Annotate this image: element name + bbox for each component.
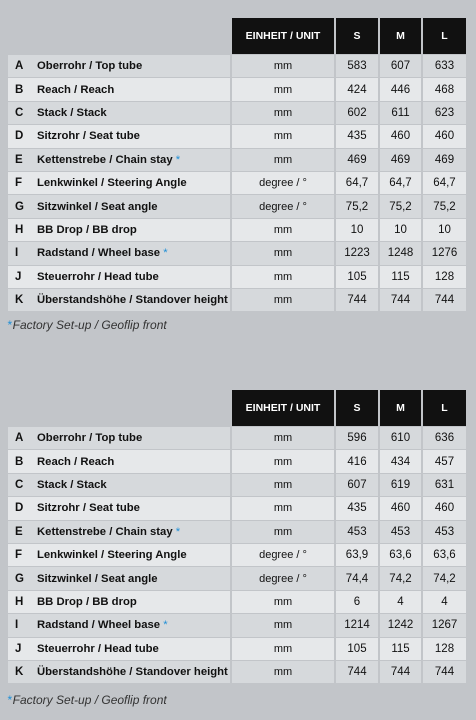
row-letter: E	[8, 520, 33, 543]
row-value-m: 744	[379, 660, 422, 683]
row-value-s: 453	[335, 520, 379, 543]
measurement-label: Oberrohr / Top tube	[37, 432, 143, 445]
table-row	[8, 265, 466, 288]
table-row	[8, 450, 466, 473]
row-measurement-name	[33, 148, 231, 171]
table-row	[8, 590, 466, 613]
row-value-s: 435	[335, 125, 379, 148]
row-letter: B	[8, 450, 33, 473]
row-measurement-name	[33, 265, 231, 288]
table-row	[8, 614, 466, 637]
row-value-s: 744	[335, 660, 379, 683]
row-letter: B	[8, 78, 33, 101]
header-size-m: M	[379, 390, 422, 427]
row-value-m: 619	[379, 473, 422, 496]
measurement-footnote-star: *	[163, 247, 168, 260]
header-blank	[8, 390, 231, 427]
row-value-s: 1214	[335, 614, 379, 637]
row-letter: F	[8, 171, 33, 194]
header-size-s: S	[335, 18, 379, 55]
row-value-l: 128	[422, 265, 466, 288]
measurement-label: Überstandshöhe / Standover height	[37, 666, 228, 679]
measurement-footnote-star: *	[163, 619, 168, 632]
measurement-label: Lenkwinkel / Steering Angle	[37, 177, 187, 190]
measurement-label: Sitzwinkel / Seat angle	[37, 572, 158, 585]
row-value-s: 105	[335, 265, 379, 288]
measurement-label: Radstand / Wheel base	[37, 247, 161, 260]
row-value-l: 460	[422, 497, 466, 520]
footnote-2	[7, 693, 167, 707]
header-blank	[8, 18, 231, 55]
table-row	[8, 567, 466, 590]
row-value-m: 115	[379, 637, 422, 660]
row-value-s: 64,7	[335, 171, 379, 194]
row-unit: mm	[231, 242, 335, 265]
table-row	[8, 520, 466, 543]
row-measurement-name	[33, 78, 231, 101]
footnote-star: *	[7, 318, 12, 332]
header-size-l: L	[422, 390, 466, 427]
row-value-m: 610	[379, 427, 422, 450]
measurement-label: Radstand / Wheel base	[37, 619, 161, 632]
table-header-row	[8, 390, 466, 427]
table-row	[8, 637, 466, 660]
row-unit: mm	[231, 614, 335, 637]
row-value-m: 74,2	[379, 567, 422, 590]
row-measurement-name	[33, 171, 231, 194]
row-measurement-name	[33, 450, 231, 473]
row-value-l: 623	[422, 101, 466, 124]
row-value-m: 453	[379, 520, 422, 543]
table-row	[8, 660, 466, 683]
table-row	[8, 427, 466, 450]
row-value-s: 416	[335, 450, 379, 473]
row-measurement-name	[33, 288, 231, 311]
measurement-footnote-star: *	[175, 153, 181, 166]
measurement-label: Steuerrohr / Head tube	[37, 642, 159, 655]
row-value-s: 596	[335, 427, 379, 450]
row-value-s: 435	[335, 497, 379, 520]
row-value-s: 6	[335, 590, 379, 613]
row-unit: mm	[231, 125, 335, 148]
row-value-l: 460	[422, 125, 466, 148]
row-value-s: 1223	[335, 242, 379, 265]
row-value-l: 1267	[422, 614, 466, 637]
row-letter: H	[8, 218, 33, 241]
row-value-l: 453	[422, 520, 466, 543]
row-value-l: 744	[422, 660, 466, 683]
table-row	[8, 171, 466, 194]
table-row	[8, 125, 466, 148]
geometry-table-1	[8, 18, 466, 311]
row-unit: mm	[231, 590, 335, 613]
table-row	[8, 288, 466, 311]
row-measurement-name	[33, 543, 231, 566]
row-unit: mm	[231, 520, 335, 543]
row-value-l: 457	[422, 450, 466, 473]
row-letter: E	[8, 148, 33, 171]
footnote-text: Factory Set-up / Geoflip front	[12, 318, 167, 332]
row-value-m: 64,7	[379, 171, 422, 194]
row-unit: mm	[231, 55, 335, 78]
row-letter: A	[8, 55, 33, 78]
measurement-label: Steuerrohr / Head tube	[37, 270, 159, 283]
row-unit: mm	[231, 218, 335, 241]
header-size-l: L	[422, 18, 466, 55]
row-value-s: 583	[335, 55, 379, 78]
row-value-s: 602	[335, 101, 379, 124]
row-measurement-name	[33, 427, 231, 450]
table-header-row	[8, 18, 466, 55]
table-row	[8, 473, 466, 496]
row-letter: I	[8, 614, 33, 637]
row-unit: mm	[231, 148, 335, 171]
row-value-l: 744	[422, 288, 466, 311]
row-unit: degree / °	[231, 171, 335, 194]
row-value-m: 469	[379, 148, 422, 171]
measurement-label: Stack / Stack	[37, 106, 107, 119]
measurement-label: BB Drop / BB drop	[37, 223, 137, 236]
row-letter: C	[8, 101, 33, 124]
row-value-m: 1248	[379, 242, 422, 265]
geometry-table-2	[8, 390, 466, 683]
table-row	[8, 242, 466, 265]
row-value-l: 633	[422, 55, 466, 78]
measurement-label: Reach / Reach	[37, 83, 115, 96]
footnote-1	[7, 318, 167, 332]
row-unit: mm	[231, 637, 335, 660]
row-value-s: 469	[335, 148, 379, 171]
measurement-label: Kettenstrebe / Chain stay	[37, 153, 173, 166]
row-value-s: 424	[335, 78, 379, 101]
row-value-m: 1242	[379, 614, 422, 637]
row-letter: G	[8, 195, 33, 218]
row-measurement-name	[33, 218, 231, 241]
row-value-m: 744	[379, 288, 422, 311]
row-measurement-name	[33, 614, 231, 637]
table-body	[8, 55, 466, 312]
row-value-l: 10	[422, 218, 466, 241]
row-measurement-name	[33, 660, 231, 683]
row-value-m: 4	[379, 590, 422, 613]
table-body	[8, 427, 466, 684]
row-letter: J	[8, 637, 33, 660]
row-value-l: 631	[422, 473, 466, 496]
row-letter: K	[8, 660, 33, 683]
row-value-s: 74,4	[335, 567, 379, 590]
header-size-m: M	[379, 18, 422, 55]
row-value-l: 468	[422, 78, 466, 101]
row-value-l: 1276	[422, 242, 466, 265]
row-letter: H	[8, 590, 33, 613]
measurement-label: Kettenstrebe / Chain stay	[37, 525, 173, 538]
row-value-l: 4	[422, 590, 466, 613]
row-letter: J	[8, 265, 33, 288]
header-size-s: S	[335, 390, 379, 427]
table-row	[8, 55, 466, 78]
measurement-footnote-star: *	[175, 525, 181, 538]
measurement-label: BB Drop / BB drop	[37, 595, 137, 608]
row-value-m: 460	[379, 497, 422, 520]
row-unit: degree / °	[231, 195, 335, 218]
header-unit: EINHEIT / UNIT	[231, 390, 335, 427]
row-value-l: 469	[422, 148, 466, 171]
measurement-label: Sitzwinkel / Seat angle	[37, 200, 158, 213]
row-value-s: 105	[335, 637, 379, 660]
header-unit: EINHEIT / UNIT	[231, 18, 335, 55]
table-row	[8, 148, 466, 171]
row-value-m: 446	[379, 78, 422, 101]
table-row	[8, 101, 466, 124]
row-value-s: 75,2	[335, 195, 379, 218]
row-measurement-name	[33, 497, 231, 520]
row-value-l: 63,6	[422, 543, 466, 566]
measurement-label: Stack / Stack	[37, 478, 107, 491]
row-measurement-name	[33, 567, 231, 590]
table-row	[8, 218, 466, 241]
row-letter: G	[8, 567, 33, 590]
measurement-label: Sitzrohr / Seat tube	[37, 502, 140, 515]
row-letter: D	[8, 125, 33, 148]
row-measurement-name	[33, 55, 231, 78]
row-measurement-name	[33, 520, 231, 543]
row-value-m: 63,6	[379, 543, 422, 566]
row-unit: mm	[231, 497, 335, 520]
row-value-l: 74,2	[422, 567, 466, 590]
row-measurement-name	[33, 590, 231, 613]
row-unit: mm	[231, 78, 335, 101]
row-unit: degree / °	[231, 543, 335, 566]
row-unit: mm	[231, 427, 335, 450]
row-value-m: 434	[379, 450, 422, 473]
row-unit: mm	[231, 450, 335, 473]
footnote-star: *	[7, 693, 12, 707]
row-measurement-name	[33, 125, 231, 148]
row-measurement-name	[33, 473, 231, 496]
row-value-m: 115	[379, 265, 422, 288]
row-value-m: 611	[379, 101, 422, 124]
measurement-label: Reach / Reach	[37, 455, 115, 468]
table-row	[8, 497, 466, 520]
row-letter: D	[8, 497, 33, 520]
row-unit: mm	[231, 660, 335, 683]
measurement-label: Oberrohr / Top tube	[37, 60, 143, 73]
table-row	[8, 543, 466, 566]
row-letter: F	[8, 543, 33, 566]
row-unit: mm	[231, 473, 335, 496]
measurement-label: Sitzrohr / Seat tube	[37, 130, 140, 143]
table-row	[8, 78, 466, 101]
row-value-s: 63,9	[335, 543, 379, 566]
row-unit: mm	[231, 288, 335, 311]
row-letter: K	[8, 288, 33, 311]
row-value-s: 607	[335, 473, 379, 496]
table-row	[8, 195, 466, 218]
row-value-l: 636	[422, 427, 466, 450]
row-value-s: 10	[335, 218, 379, 241]
row-value-l: 64,7	[422, 171, 466, 194]
row-value-l: 75,2	[422, 195, 466, 218]
row-measurement-name	[33, 195, 231, 218]
row-letter: C	[8, 473, 33, 496]
row-value-m: 10	[379, 218, 422, 241]
row-unit: mm	[231, 265, 335, 288]
row-letter: A	[8, 427, 33, 450]
footnote-text: Factory Set-up / Geoflip front	[12, 693, 167, 707]
row-value-s: 744	[335, 288, 379, 311]
row-value-m: 460	[379, 125, 422, 148]
row-unit: degree / °	[231, 567, 335, 590]
measurement-label: Lenkwinkel / Steering Angle	[37, 549, 187, 562]
row-value-m: 607	[379, 55, 422, 78]
row-measurement-name	[33, 637, 231, 660]
row-value-m: 75,2	[379, 195, 422, 218]
row-value-l: 128	[422, 637, 466, 660]
row-measurement-name	[33, 242, 231, 265]
row-unit: mm	[231, 101, 335, 124]
row-letter: I	[8, 242, 33, 265]
row-measurement-name	[33, 101, 231, 124]
measurement-label: Überstandshöhe / Standover height	[37, 294, 228, 307]
